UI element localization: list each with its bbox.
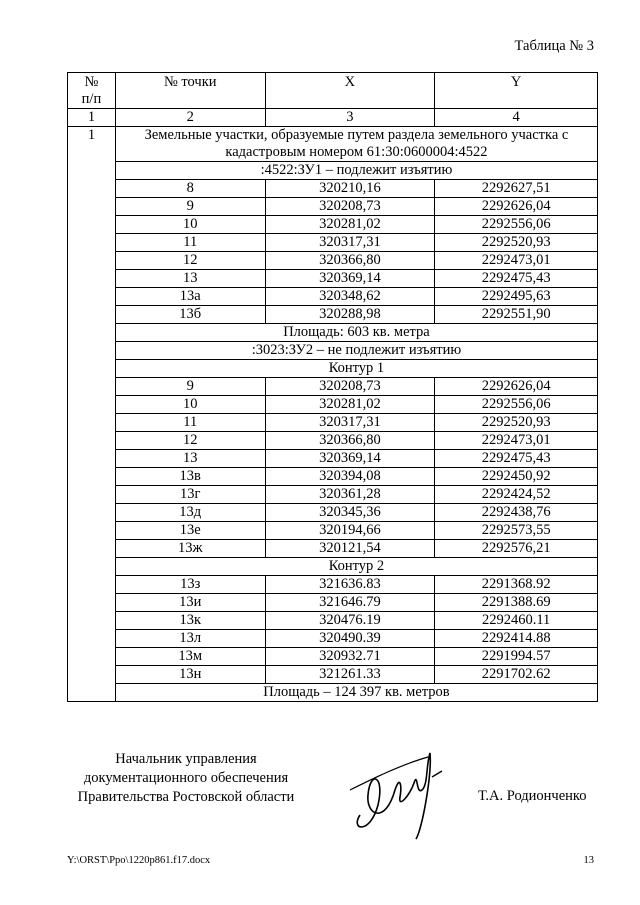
- table-cell: [68, 360, 116, 378]
- table-cell: [68, 378, 116, 396]
- coord-x: 320281,02: [265, 216, 435, 234]
- table-row: [68, 378, 598, 396]
- table-cell: [68, 234, 116, 252]
- contour-title-row: [68, 360, 598, 378]
- table-row: [68, 594, 598, 612]
- table-row: [68, 666, 598, 684]
- parcel-title: :4522:ЗУ1 – подлежит изъятию: [115, 162, 597, 180]
- table-cell: [68, 612, 116, 630]
- contour-title-row: [68, 558, 598, 576]
- signer-name: Т.А. Родионченко: [478, 788, 587, 804]
- point-id: 10: [115, 216, 265, 234]
- coord-y: 2292520,93: [435, 234, 598, 252]
- contour-title: Контур 1: [115, 360, 597, 378]
- coord-y: 2292520,93: [435, 414, 598, 432]
- table-row: [68, 648, 598, 666]
- signer-position: [60, 750, 312, 807]
- table-row: [68, 252, 598, 270]
- table-row: [68, 216, 598, 234]
- coord-y: 2291702.62: [435, 666, 598, 684]
- coord-y: 2292573,55: [435, 522, 598, 540]
- table-row: [68, 612, 598, 630]
- coord-y: 2292475,43: [435, 450, 598, 468]
- point-id: 13и: [115, 594, 265, 612]
- point-id: 11: [115, 414, 265, 432]
- table-row: [68, 504, 598, 522]
- table-row: [68, 270, 598, 288]
- coord-y: 2292556,06: [435, 216, 598, 234]
- table-row: [68, 432, 598, 450]
- table-row: [68, 576, 598, 594]
- coord-y: 2292438,76: [435, 504, 598, 522]
- coord-x: 320345,36: [265, 504, 435, 522]
- table-cell: [68, 648, 116, 666]
- table-cell: [68, 270, 116, 288]
- header-cell: X: [265, 73, 435, 109]
- coord-x: 320366,80: [265, 252, 435, 270]
- table-cell: [68, 630, 116, 648]
- table-cell: [68, 414, 116, 432]
- coord-y: 2292626,04: [435, 378, 598, 396]
- coord-x: 321646.79: [265, 594, 435, 612]
- header-row: [68, 73, 598, 109]
- coord-x: 320317,31: [265, 414, 435, 432]
- column-number: 1: [68, 109, 116, 127]
- table-cell: [68, 504, 116, 522]
- table-cell: [68, 432, 116, 450]
- table-cell: [68, 252, 116, 270]
- column-number: 4: [435, 109, 598, 127]
- table-cell: [68, 594, 116, 612]
- coord-y: 2291388.69: [435, 594, 598, 612]
- coord-x: 320394,08: [265, 468, 435, 486]
- point-id: 13н: [115, 666, 265, 684]
- section-title: Земельные участки, образуемые путем раздела земельного участка с кадастровым номером 61:30:0600004:4522: [115, 127, 597, 162]
- coord-y: 2292473,01: [435, 432, 598, 450]
- section-title-row: [68, 127, 598, 162]
- coord-x: 320490.39: [265, 630, 435, 648]
- coord-x: 320476.19: [265, 612, 435, 630]
- point-id: 13е: [115, 522, 265, 540]
- coord-x: 320121,54: [265, 540, 435, 558]
- table-cell: [68, 522, 116, 540]
- coord-y: 2292626,04: [435, 198, 598, 216]
- table-row: [68, 198, 598, 216]
- header-cell: № п/п: [68, 73, 116, 109]
- header-cell: № точки: [115, 73, 265, 109]
- signer-position-line: Правительства Ростовской области: [77, 789, 295, 805]
- table-row: [68, 180, 598, 198]
- point-id: 12: [115, 252, 265, 270]
- point-id: 13л: [115, 630, 265, 648]
- handwritten-signature: [340, 735, 450, 845]
- point-id: 10: [115, 396, 265, 414]
- point-id: 13м: [115, 648, 265, 666]
- coordinates-table: [67, 72, 598, 702]
- point-id: 13з: [115, 576, 265, 594]
- table-cell: [68, 558, 116, 576]
- table-row: [68, 234, 598, 252]
- coord-x: 320208,73: [265, 378, 435, 396]
- point-id: 13а: [115, 288, 265, 306]
- parcel-title: :3023:ЗУ2 – не подлежит изъятию: [115, 342, 597, 360]
- table-cell: [68, 162, 116, 180]
- coord-x: 320281,02: [265, 396, 435, 414]
- table-caption: Таблица № 3: [514, 38, 594, 54]
- contour-title: Контур 2: [115, 558, 597, 576]
- table-cell: [68, 288, 116, 306]
- coord-y: 2292460.11: [435, 612, 598, 630]
- table-row: [68, 522, 598, 540]
- table-cell: [68, 468, 116, 486]
- coord-x: 320208,73: [265, 198, 435, 216]
- coord-x: 320369,14: [265, 270, 435, 288]
- column-number: 2: [115, 109, 265, 127]
- coord-x: 320317,31: [265, 234, 435, 252]
- table-cell: [68, 684, 116, 702]
- point-id: 12: [115, 432, 265, 450]
- point-id: 13: [115, 270, 265, 288]
- coord-x: 321261.33: [265, 666, 435, 684]
- table-row: [68, 450, 598, 468]
- header-cell: Y: [435, 73, 598, 109]
- table-row: [68, 486, 598, 504]
- coord-y: 2291368.92: [435, 576, 598, 594]
- coord-y: 2292473,01: [435, 252, 598, 270]
- table-cell: [68, 324, 116, 342]
- point-id: 13д: [115, 504, 265, 522]
- table-cell: [68, 342, 116, 360]
- table-row: [68, 288, 598, 306]
- coord-x: 320369,14: [265, 450, 435, 468]
- table-cell: [68, 540, 116, 558]
- area-row: [68, 684, 598, 702]
- table-cell: [68, 306, 116, 324]
- coord-x: 320194,66: [265, 522, 435, 540]
- point-id: 9: [115, 378, 265, 396]
- table-cell: [68, 180, 116, 198]
- footer-file-path: Y:\ORST\Ppo\1220p861.f17.docx: [67, 855, 211, 866]
- coord-x: 320366,80: [265, 432, 435, 450]
- point-id: 13ж: [115, 540, 265, 558]
- area-text: Площадь: 603 кв. метра: [115, 324, 597, 342]
- coord-x: 320932.71: [265, 648, 435, 666]
- area-text: Площадь – 124 397 кв. метров: [115, 684, 597, 702]
- point-id: 11: [115, 234, 265, 252]
- coord-x: 320288,98: [265, 306, 435, 324]
- table-row: [68, 396, 598, 414]
- coord-y: 2292551,90: [435, 306, 598, 324]
- signer-position-line: Начальник управления: [115, 751, 257, 767]
- coord-x: 320210,16: [265, 180, 435, 198]
- parcel-title-row: [68, 342, 598, 360]
- column-number: 3: [265, 109, 435, 127]
- table-cell: [68, 216, 116, 234]
- parcel-title-row: [68, 162, 598, 180]
- row-index: 1: [68, 127, 116, 162]
- coord-y: 2292450,92: [435, 468, 598, 486]
- table-row: [68, 414, 598, 432]
- coord-y: 2291994.57: [435, 648, 598, 666]
- point-id: 9: [115, 198, 265, 216]
- point-id: 13г: [115, 486, 265, 504]
- table-row: [68, 468, 598, 486]
- coord-y: 2292556,06: [435, 396, 598, 414]
- column-numbers-row: [68, 109, 598, 127]
- area-row: [68, 324, 598, 342]
- point-id: 13: [115, 450, 265, 468]
- point-id: 13б: [115, 306, 265, 324]
- point-id: 13к: [115, 612, 265, 630]
- table-cell: [68, 396, 116, 414]
- coord-x: 321636.83: [265, 576, 435, 594]
- coord-y: 2292495,63: [435, 288, 598, 306]
- table-row: [68, 540, 598, 558]
- table-cell: [68, 450, 116, 468]
- table-row: [68, 306, 598, 324]
- coord-y: 2292627,51: [435, 180, 598, 198]
- table-cell: [68, 198, 116, 216]
- table-cell: [68, 486, 116, 504]
- page-number: 13: [583, 855, 594, 866]
- coord-y: 2292414.88: [435, 630, 598, 648]
- signer-position-line: документационного обеспечения: [83, 770, 289, 786]
- point-id: 13в: [115, 468, 265, 486]
- point-id: 8: [115, 180, 265, 198]
- coord-y: 2292475,43: [435, 270, 598, 288]
- table-cell: [68, 666, 116, 684]
- table-cell: [68, 576, 116, 594]
- table-row: [68, 630, 598, 648]
- coord-y: 2292576,21: [435, 540, 598, 558]
- coord-x: 320348,62: [265, 288, 435, 306]
- coord-y: 2292424,52: [435, 486, 598, 504]
- coord-x: 320361,28: [265, 486, 435, 504]
